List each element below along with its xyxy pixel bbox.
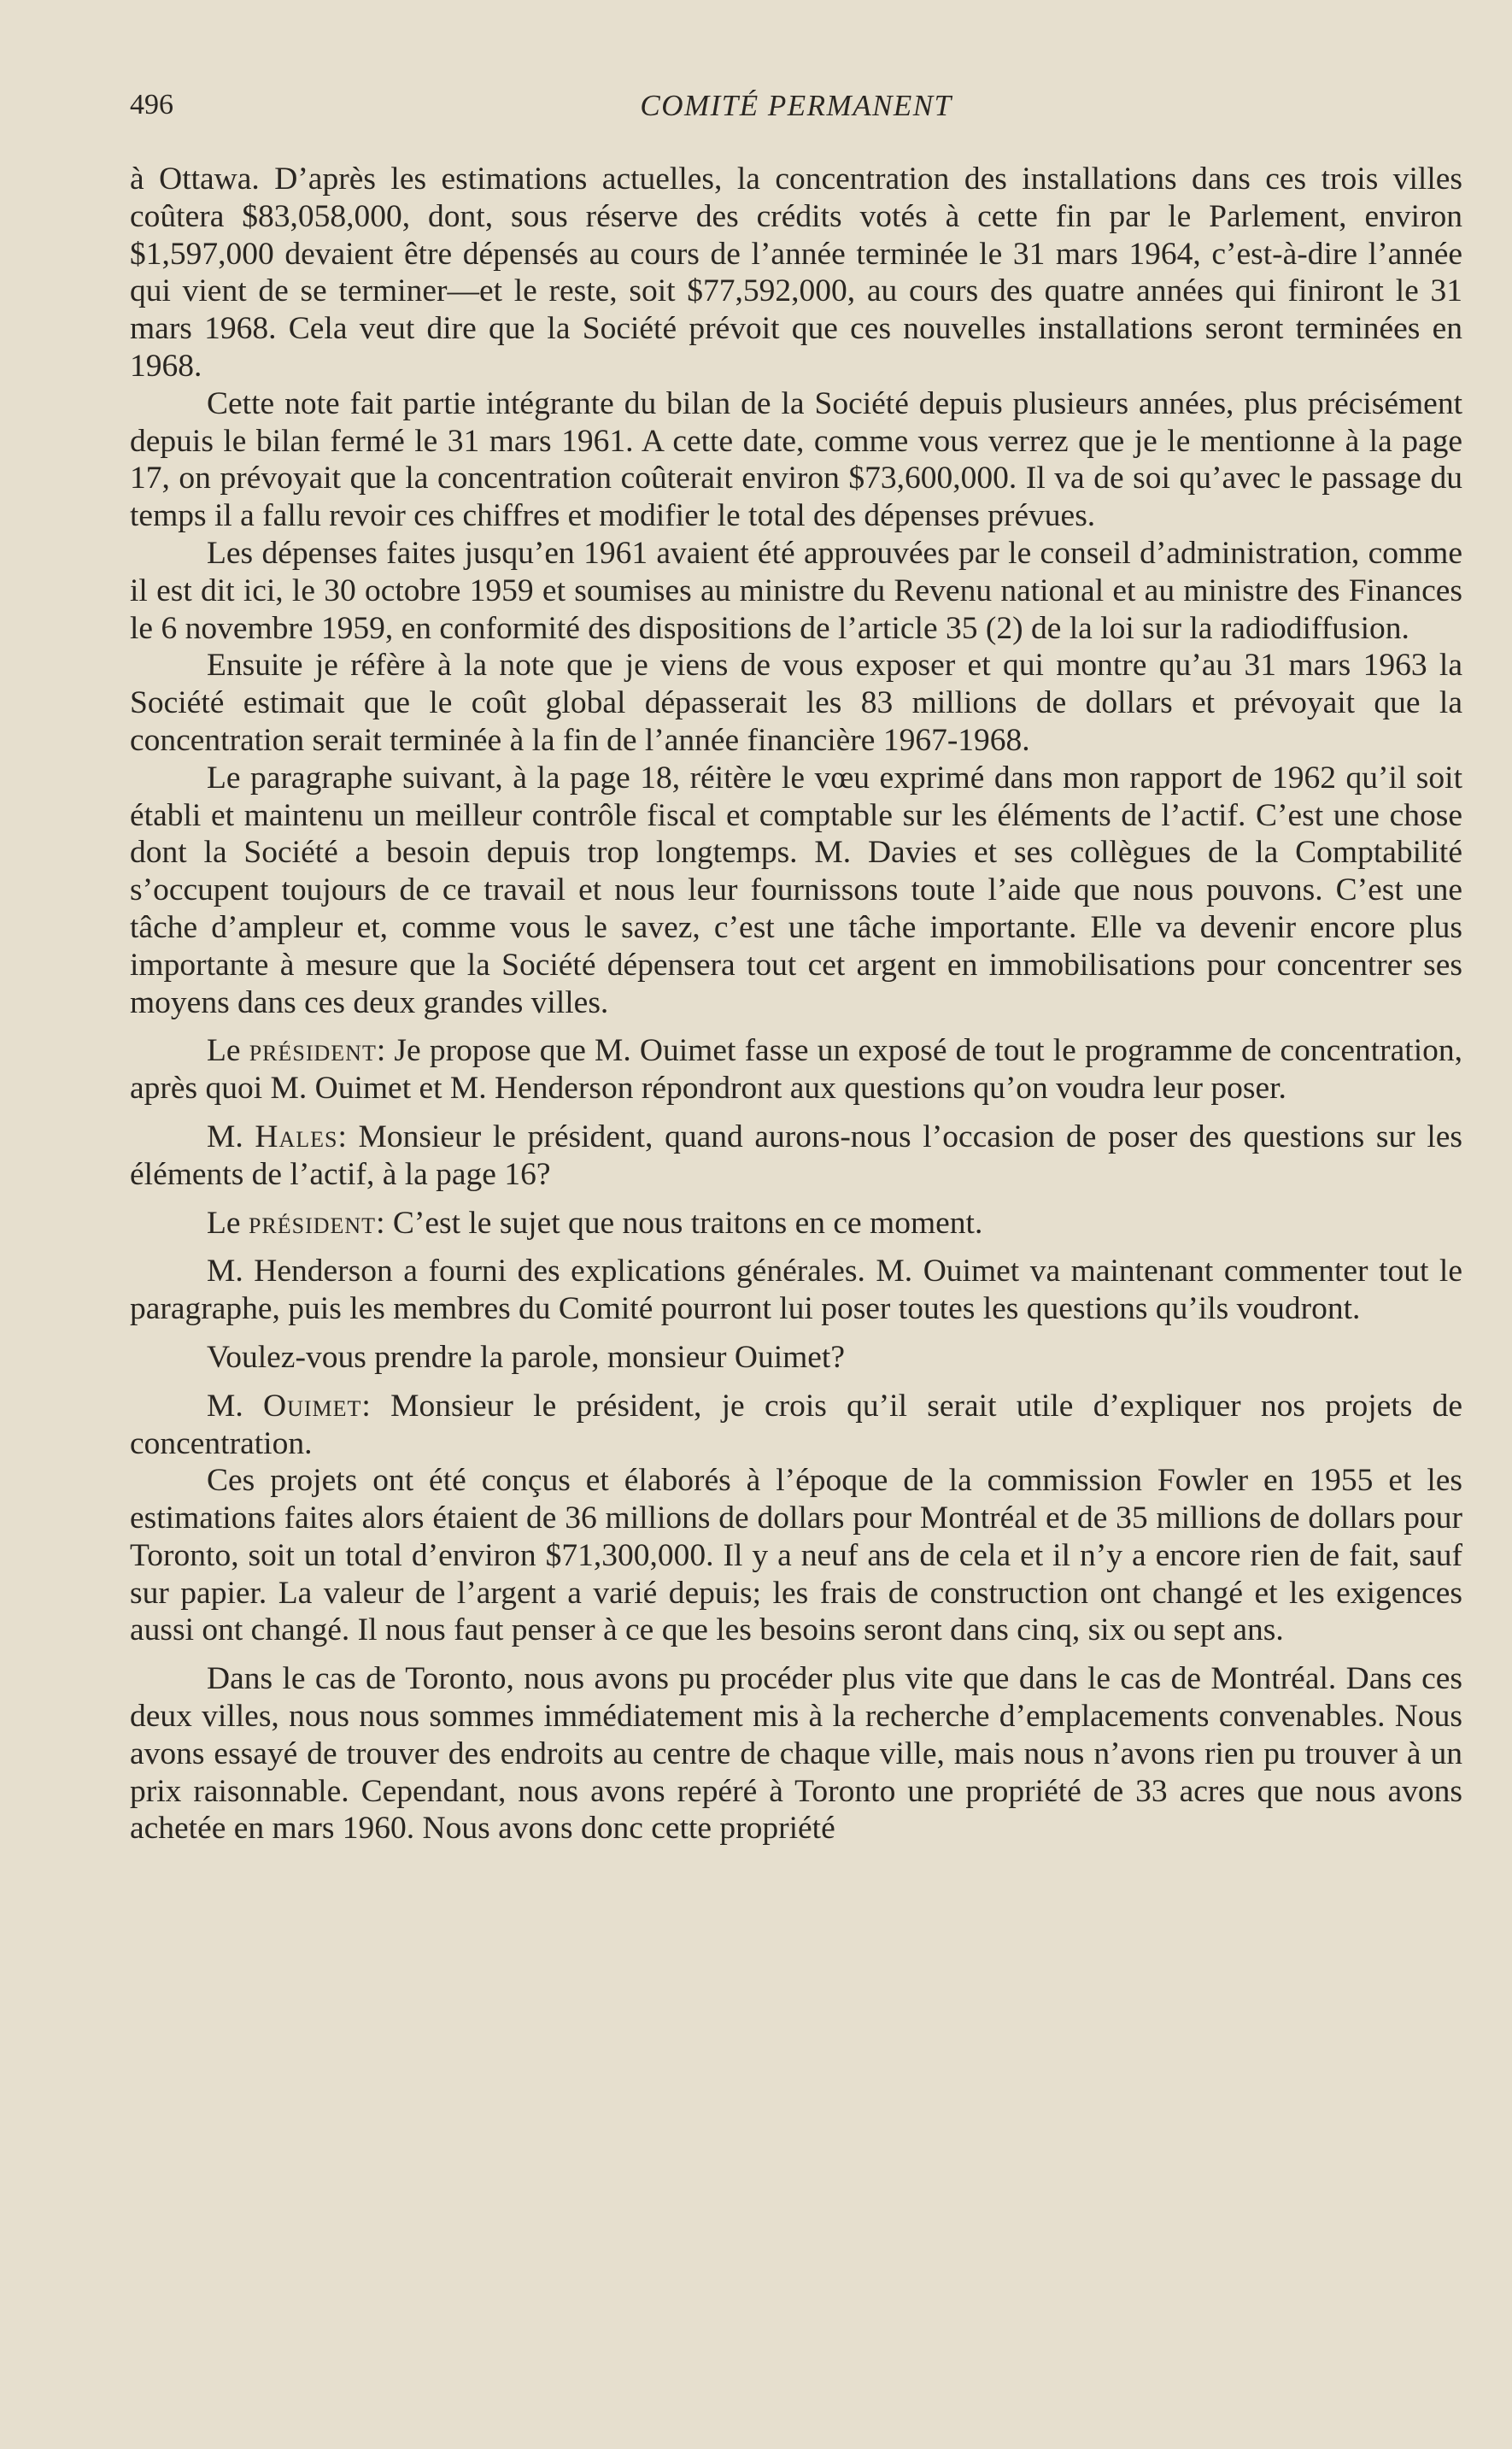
paragraph-text: Les dépenses faites jusqu’en 1961 avaient été approuvées par le conseil d’administration, comme il est dit ici, le 30 octobre 1959 et soumises au ministre du Revenu national et au ministre des Finances le 6 novembre 1959, en conformité des dispositions de l’article 35 (2) de la loi sur la radiodiffusion. (130, 535, 1462, 646)
speaker-name: Hales (255, 1119, 338, 1154)
paragraph-text: M. Henderson a fourni des explications générales. M. Ouimet va maintenant commenter tout le paragraphe, puis les membres du Comité pourront lui poser toutes les questions qu’ils voudront. (130, 1254, 1462, 1327)
speaker-name: président (249, 1033, 377, 1069)
speech-paragraph (130, 1388, 1462, 1463)
speech-text: : Monsieur le président, je crois qu’il serait utile d’expliquer nos projets de concentration. (130, 1388, 1462, 1461)
paragraph-text: Dans le cas de Toronto, nous avons pu procéder plus vite que dans le cas de Montréal. Dans ces deux villes, nous nous sommes immédiatement mis à la recherche d’emplacements convenables. Nous avons essayé de trouver des endroits au centre de chaque ville, mais nous n’avons rien pu trouver à un prix raisonnable. Cependant, nous avons repéré à Toronto une propriété de 33 acres que nous avons achetée en mars 1960. Nous avons donc cette propriété (130, 1661, 1462, 1847)
speech-text: : C’est le sujet que nous traitons en ce moment. (376, 1205, 983, 1241)
paragraph-text: Voulez-vous prendre la parole, monsieur Ouimet? (207, 1339, 845, 1375)
body-text (130, 161, 1462, 1847)
speech-paragraph (130, 1205, 1462, 1242)
paragraph (130, 760, 1462, 1022)
page-number: 496 (130, 89, 173, 120)
speech-paragraph (130, 1119, 1462, 1194)
paragraph (130, 385, 1462, 535)
paragraph (130, 161, 1462, 385)
paragraph-text: Ensuite je réfère à la note que je viens de vous exposer et qui montre qu’au 31 mars 1963 la Société estimait que le coût global dépasserait les 83 millions de dollars et prévoyait que la concentration serait terminée à la fin de l’année financière 1967-1968. (130, 648, 1462, 758)
paragraph-text: Ces projets ont été conçus et élaborés à l’époque de la commission Fowler en 1955 et les estimations faites alors étaient de 36 millions de dollars pour Montréal et de 35 millions de dollars pour Toronto, soit un total d’environ $71,300,000. Il y a neuf ans de cela et il n’y a encore rien de fait, sauf sur papier. La valeur de l’argent a varié depuis; les frais de construction ont changé et les exigences aussi ont changé. Il nous faut penser à ce que les besoins seront dans cinq, six ou sept ans. (130, 1463, 1462, 1648)
speech-text: : Monsieur le président, quand aurons-nous l’occasion de poser des questions sur les éléments de l’actif, à la page 16? (130, 1119, 1462, 1192)
paragraph (130, 1462, 1462, 1649)
speaker-prefix: Le (207, 1205, 249, 1241)
paragraph-text: Cette note fait partie intégrante du bilan de la Société depuis plusieurs années, plus précisément depuis le bilan fermé le 31 mars 1961. A cette date, comme vous verrez que je le mentionne à la page 17, on prévoyait que la concentration coûterait environ $73,600,000. Il va de soi qu’avec le passage du temps il a fallu revoir ces chiffres et modifier le total des dépenses prévues. (130, 385, 1462, 534)
paragraph (130, 535, 1462, 647)
speech-text: : Je propose que M. Ouimet fasse un exposé de tout le programme de concentration, après quoi M. Ouimet et M. Henderson répondront aux questions qu’on voudra leur poser. (130, 1033, 1462, 1107)
running-header (130, 89, 1462, 130)
paragraph-text: à Ottawa. D’après les estimations actuelles, la concentration des installations dans ces trois villes coûtera $83,058,000, dont, sous réserve des crédits votés à cette fin par le Parlement, environ $1,597,000 devaient être dépensés au cours de l’année terminée le 31 mars 1964, c’est-à-dire l’année qui vient de se terminer—et le reste, soit $77,592,000, au cours des quatre années qui finiront le 31 mars 1968. Cela veut dire que la Société prévoit que ces nouvelles installations seront terminées en 1968. (130, 162, 1462, 384)
paragraph (130, 647, 1462, 759)
paragraph (130, 1339, 1462, 1377)
speaker-prefix: M. (207, 1119, 255, 1154)
speech-paragraph (130, 1032, 1462, 1107)
speaker-prefix: M. (207, 1388, 264, 1424)
speaker-prefix: Le (207, 1033, 249, 1069)
running-title: COMITÉ PERMANENT (640, 89, 952, 122)
paragraph-text: Le paragraphe suivant, à la page 18, réitère le vœu exprimé dans mon rapport de 1962 qu’il soit établi et maintenu un meilleur contrôle fiscal et comptable sur les éléments de l’actif. C’est une chose dont la Société a besoin depuis trop longtemps. M. Davies et ses collègues de la Comptabilité s’occupent toujours de ce travail et nous leur fournissons toute l’aide que nous pouvons. C’est une tâche d’ampleur et, comme vous le savez, c’est une tâche importante. Elle va devenir encore plus importante à mesure que la Société dépensera tout cet argent en immobilisations pour concentrer ses moyens dans ces deux grandes villes. (130, 760, 1462, 1020)
paragraph (130, 1660, 1462, 1847)
speaker-name: Ouimet (263, 1388, 362, 1424)
paragraph (130, 1253, 1462, 1328)
speaker-name: président (248, 1205, 377, 1241)
